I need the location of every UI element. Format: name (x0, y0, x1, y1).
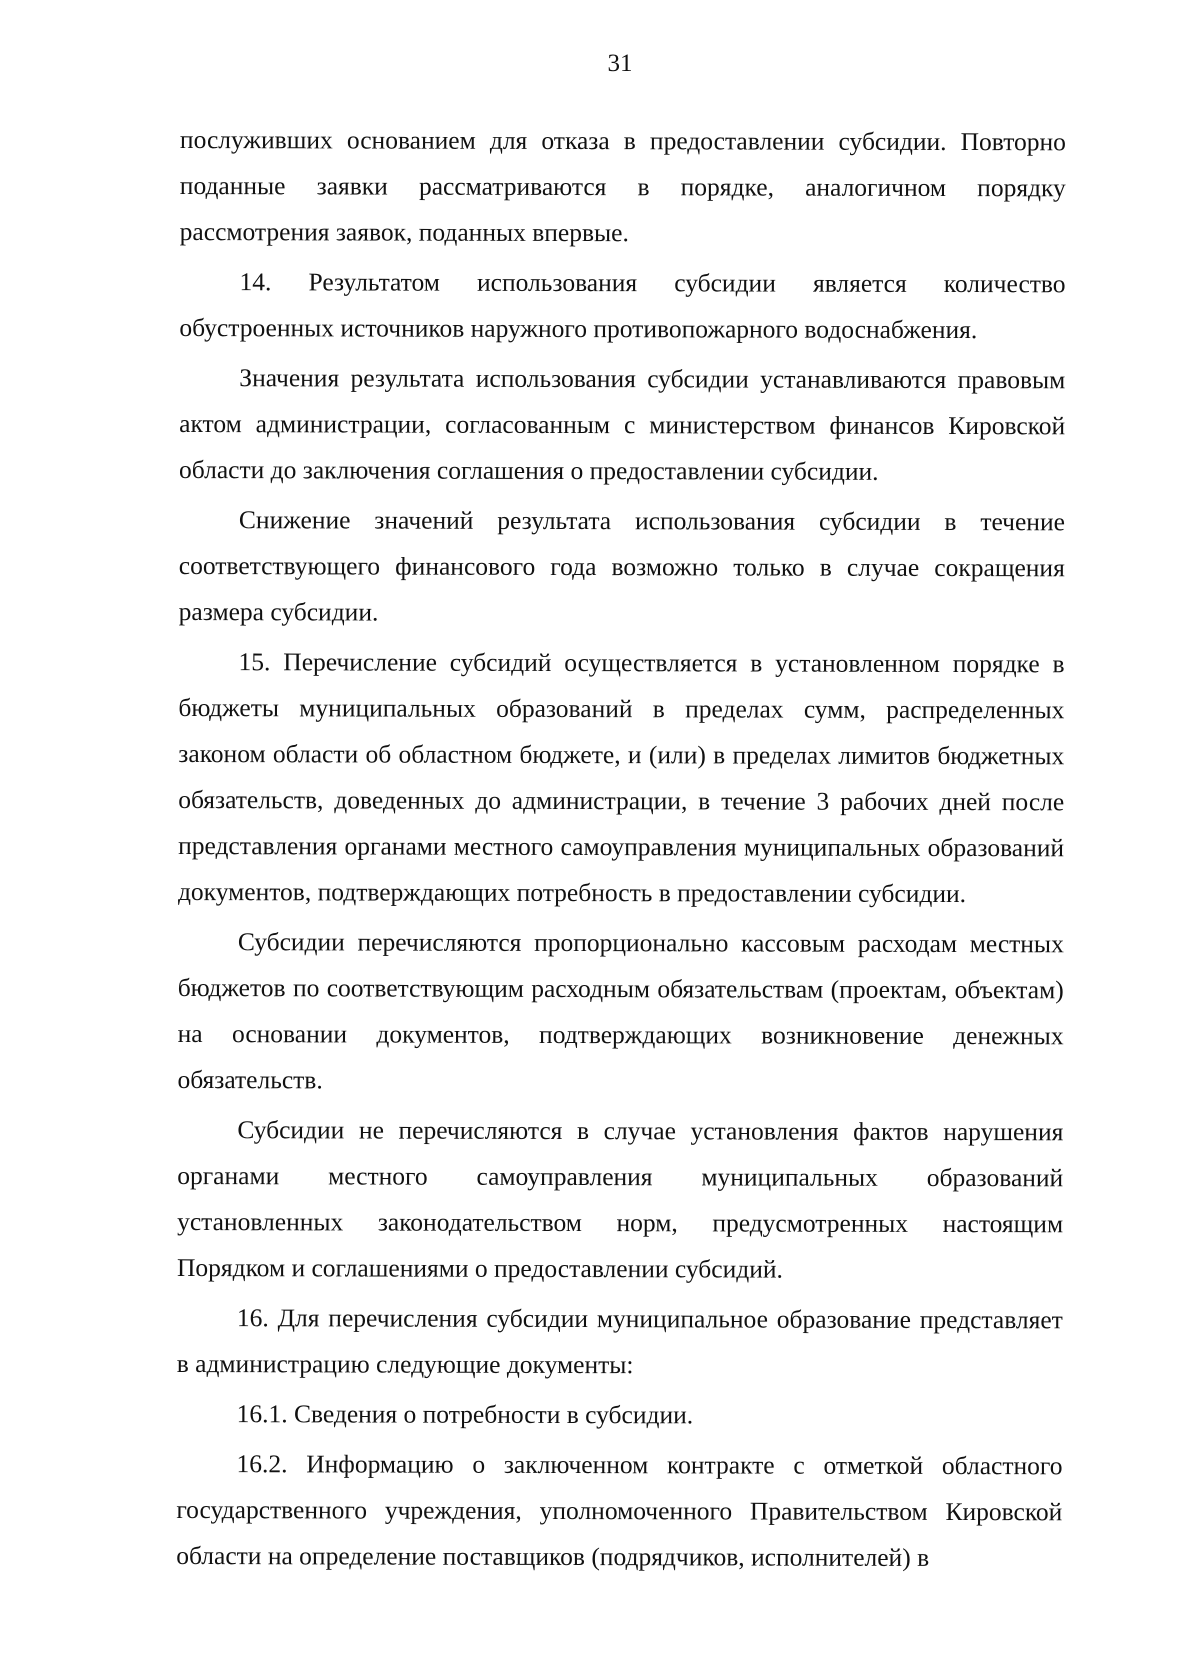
paragraph-16: 16. Для перечисления субсидии муниципальное образование представляет в администрацию следующие документы: (176, 1303, 1063, 1380)
paragraph-16-1: 16.1. Сведения о потребности в субсидии. (236, 1399, 694, 1430)
paragraph-result-reduction: Снижение значений результата использования субсидии в течение соответствующего финансового года возможно только в случае сокращения размера субсидии. (178, 505, 1065, 627)
document-body (176, 117, 1066, 1581)
paragraph-15: 15. Перечисление субсидий осуществляется в установленном порядке в бюджеты муниципальных образований в пределах сумм, распределенных законом области об областном бюджете, и (или) в пределах лимитов бюджетных обязательств, доведенных до администрации, в течение 3 рабочих дней после представления органами местного самоуправления муниципальных образований документов, подтверждающих потребность в предоставлении субсидии. (177, 647, 1065, 909)
paragraph-continuation: послуживших основанием для отказа в предоставлении субсидии. Повторно поданные заявки рассматриваются в порядке, аналогичном порядку рассмотрения заявок, поданных впервые. (179, 124, 1066, 248)
paragraph-14: 14. Результатом использования субсидии является количество обустроенных источников наружного противопожарного водоснабжения. (179, 267, 1066, 345)
paragraph-16-2: 16.2. Информацию о заключенном контракте с отметкой областного государственного учреждения, уполномоченного Правительством Кировской области на определение поставщиков (подрядчиков, исполнителей) в (176, 1449, 1063, 1572)
paragraph-result-values: Значения результата использования субсидии устанавливаются правовым актом администрации, согласованным с министерством финансов Кировской области до заключения соглашения о предоставлении субсидии. (179, 363, 1066, 486)
page-number: 31 (607, 50, 633, 77)
paragraph-subsidy-not-transferred: Субсидии не перечисляются в случае установления фактов нарушения органами местного самоуправления муниципальных образований установленных законодательством норм, предусмотренных настоящим Порядком и соглашениями о предоставлении субсидий. (176, 1115, 1064, 1284)
paragraph-subsidy-transfer: Субсидии перечисляются пропорционально кассовым расходам местных бюджетов по соответствующим расходным обязательствам (проектам, объектам) на основании документов, подтверждающих возникновение денежных обязательств. (177, 927, 1064, 1095)
